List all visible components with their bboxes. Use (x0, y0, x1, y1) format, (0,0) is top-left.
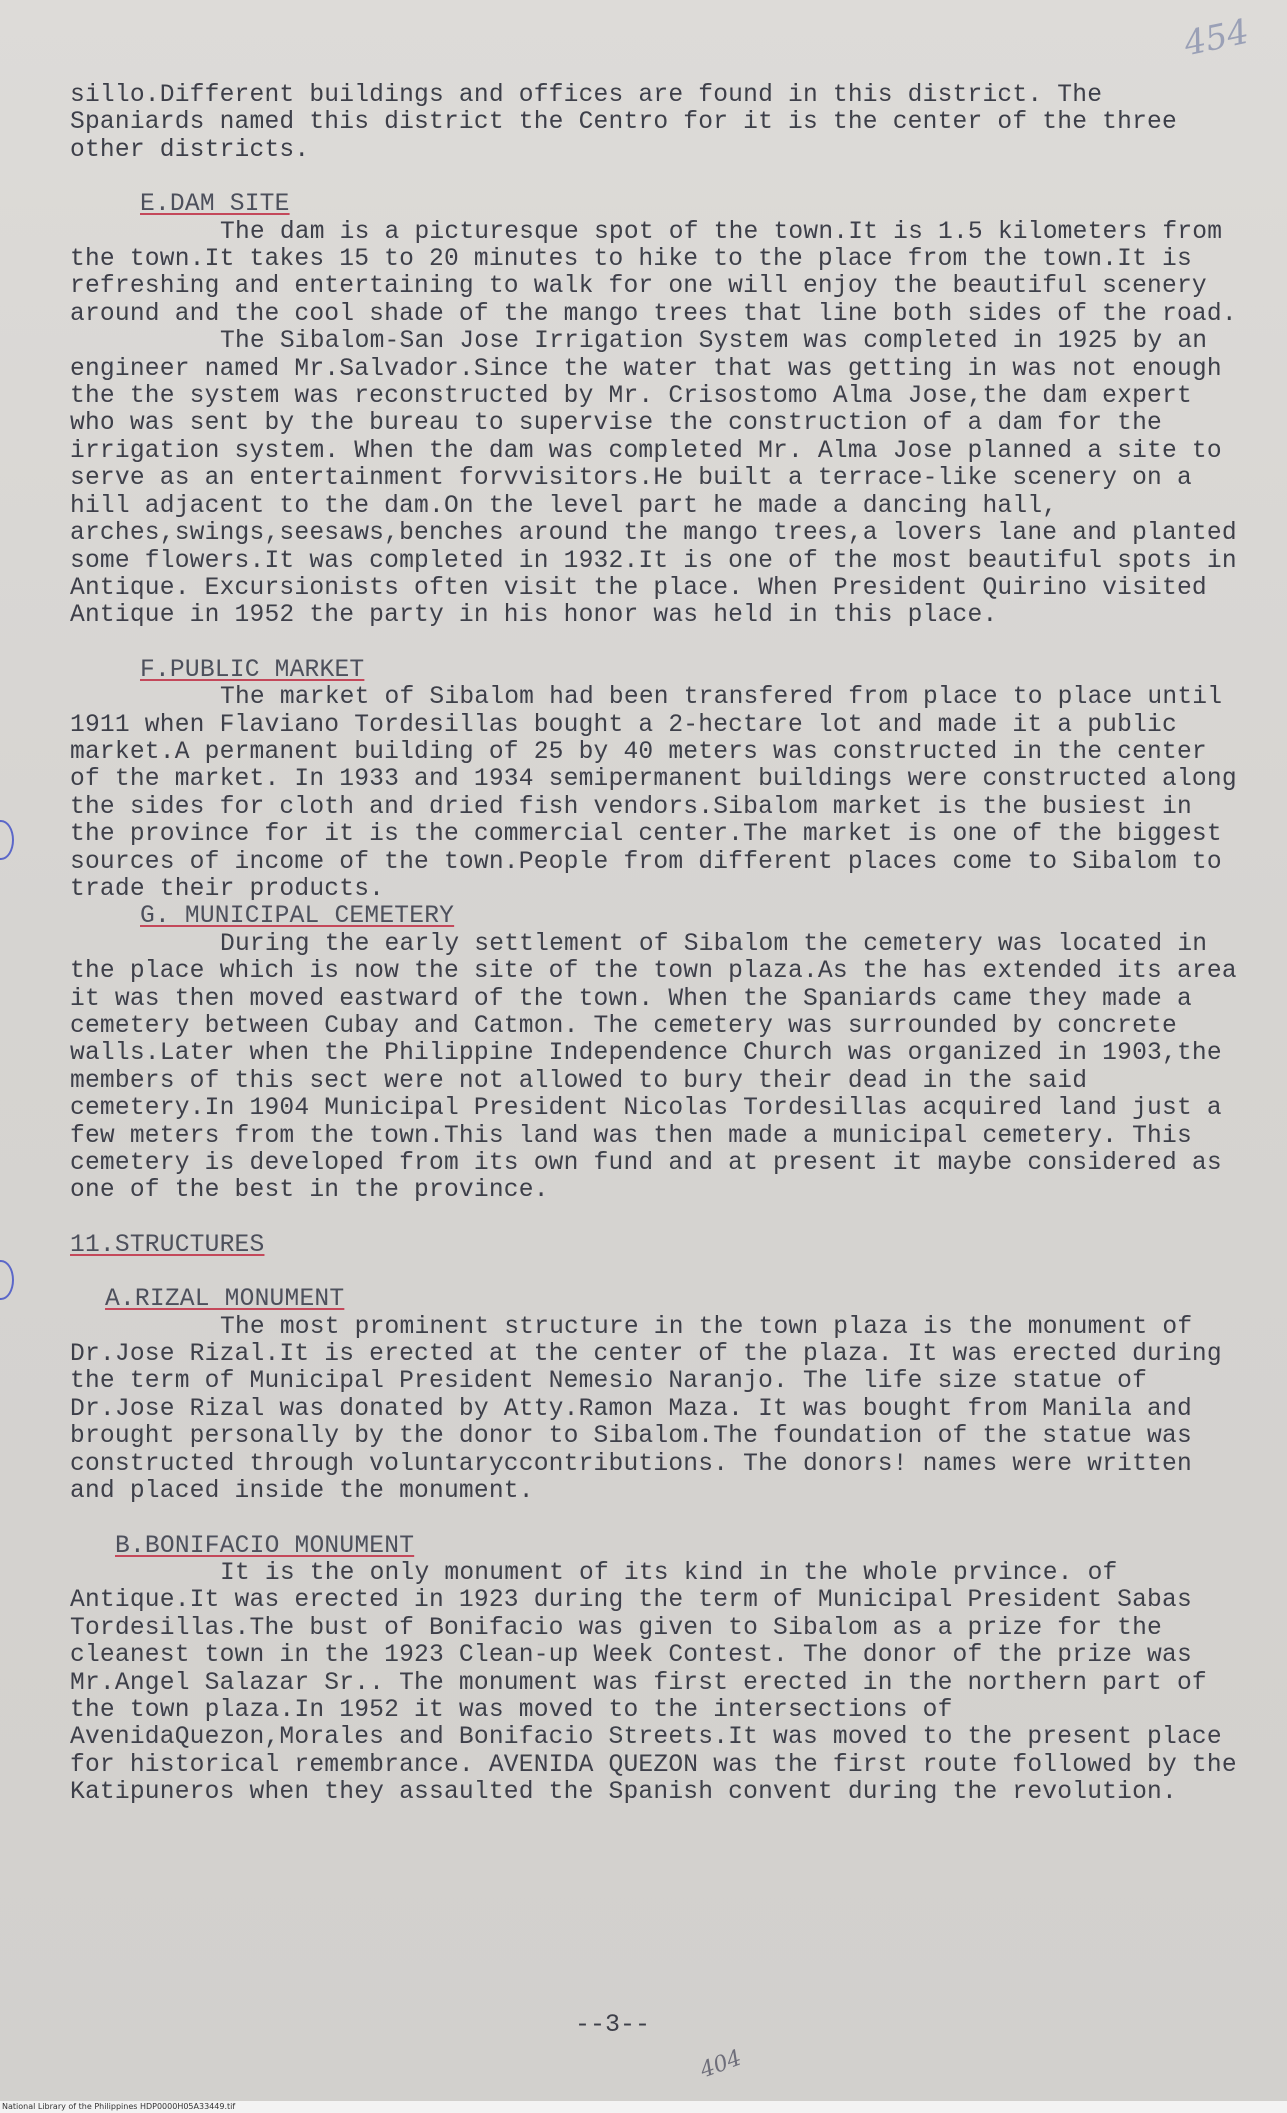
punch-hole-mark (0, 820, 14, 860)
dam-paragraph-1: The dam is a picturesque spot of the town.It is 1.5 kilometers from the town.It takes 15 to 20 minutes to hike to the place from the town.It is refreshing and entertaining to walk for one will enjoy the beautiful scenery around and the cool shade of the mango trees that line both sides of the road. (70, 218, 1237, 328)
heading-public-market: F.PUBLIC MARKET (140, 656, 365, 684)
document-body (70, 82, 1240, 1807)
dam-paragraph-2: The Sibalom-San Jose Irrigation System was completed in 1925 by an engineer named Mr.Salvador.Since the water that was getting in was not enough the the system was reconstructed by Mr. Crisostomo Alma Jose,the dam expert who was sent by the bureau to supervise the construction of a dam for the irrigation system. When the dam was completed Mr. Alma Jose planned a site to serve as an entertainment forvvisitors.He built a terrace-like scenery on a hill adjacent to the dam.On the level part he made a dancing hall, arches,swings,seesaws,benches around the mango trees,a lovers lane and planted some flowers.It was completed in 1932.It is one of the most beautiful spots in Antique. Excursionists often visit the place. When President Quirino visited Antique in 1952 the party in his honor was held in this place. (70, 328, 1237, 630)
handwritten-note: 404 (696, 2045, 746, 2084)
punch-hole-mark (0, 1260, 14, 1300)
scan-credit-line: National Library of the Philippines HDP0000H05A33449.tif (0, 2101, 1287, 2113)
handwritten-page-number: 454 (1180, 11, 1253, 65)
bonifacio-paragraph: It is the only monument of its kind in the whole prvince. of Antique.It was erected in 1923 during the term of Municipal President Sabas Tordesillas.The bust of Bonifacio was given to Sibalom as a prize for the cleanest town in the 1923 Clean-up Week Contest. The donor of the prize was Mr.Angel Salazar Sr.. The monument was first erected in the northern part of the town plaza.In 1952 it was moved to the intersections of AvenidaQuezon,Morales and Bonifacio Streets.It was moved to the present place for historical remembrance. AVENIDA QUEZON was the first route followed by the Katipuneros when they assaulted the Spanish convent during the revolution. (70, 1559, 1237, 1807)
cemetery-paragraph: During the early settlement of Sibalom the cemetery was located in the place which is now the site of the town plaza.As the has extended its area it was then moved eastward of the town. When the Spaniards came they made a cemetery between Cubay and Catmon. The cemetery was surrounded by concrete walls.Later when the Philippine Independence Church was organized in 1903,the members of this sect were not allowed to bury their dead in the said cemetery.In 1904 Municipal President Nicolas Tordesillas acquired land just a few meters from the town.This land was then made a municipal cemetery. This cemetery is developed from its own fund and at present it maybe considered as one of the best in the province. (70, 930, 1237, 1205)
heading-rizal-monument: A.RIZAL MONUMENT (105, 1286, 345, 1314)
heading-municipal-cemetery: G. MUNICIPAL CEMETERY (140, 903, 455, 931)
heading-bonifacio-monument: B.BONIFACIO MONUMENT (115, 1532, 415, 1560)
market-paragraph: The market of Sibalom had been transfered from place to place until 1911 when Flaviano Tordesillas bought a 2-hectare lot and made it a public market.A permanent building of 25 by 40 meters was constructed in the center of the market. In 1933 and 1934 semipermanent buildings were constructed along the sides for cloth and dried fish vendors.Sibalom market is the busiest in the province for it is the commercial center.The market is one of the biggest sources of income of the town.People from different places come to Sibalom to trade their products. (70, 684, 1237, 903)
rizal-paragraph: The most prominent structure in the town plaza is the monument of Dr.Jose Rizal.It is erected at the center of the plaza. It was erected during the term of Municipal President Nemesio Naranjo. The life size statue of Dr.Jose Rizal was donated by Atty.Ramon Maza. It was bought from Manila and brought personally by the donor to Sibalom.The foundation of the statue was constructed through voluntaryccontributions. The donors! names were written and placed inside the monument. (70, 1313, 1222, 1506)
heading-structures: 11.STRUCTURES (70, 1231, 265, 1259)
intro-paragraph: sillo.Different buildings and offices are found in this district. The Spaniards named this district the Centro for it is the center of the three other districts. (70, 82, 1177, 164)
page-marker: --3-- (575, 2010, 651, 2039)
heading-dam-site: E.DAM SITE (140, 191, 290, 219)
